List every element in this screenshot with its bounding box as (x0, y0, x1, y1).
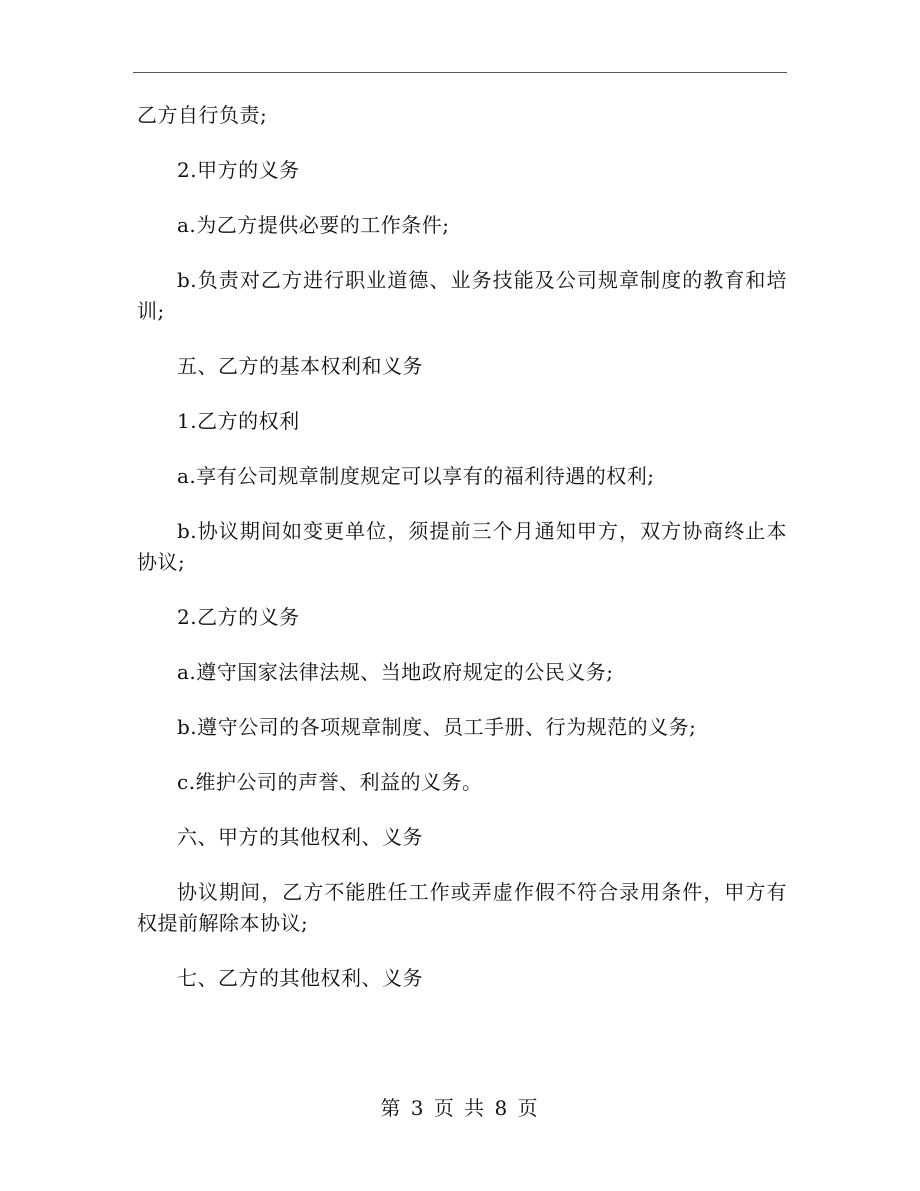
page-number-footer: 第 3 页 共 8 页 (380, 1096, 540, 1120)
paragraph-2: 2.甲方的义务 (177, 158, 300, 182)
subheading-party-b-obligations: 2.乙方的义务 (177, 605, 300, 629)
paragraph-8: b.协议期间如变更单位，须提前三个月通知甲方，双方协商终止本协议; (137, 519, 787, 574)
paragraph-3: a.为乙方提供必要的工作条件; (177, 213, 450, 237)
paragraph-12: c.维护公司的声誉、利益的义务。 (177, 770, 483, 794)
paragraph-1: 乙方自行负责; (137, 103, 268, 127)
header-rule (133, 72, 787, 73)
section-heading-5: 五、乙方的基本权利和义务 (177, 354, 423, 378)
paragraph-7: a.享有公司规章制度规定可以享有的福利待遇的权利; (177, 464, 655, 488)
paragraph-11: b.遵守公司的各项规章制度、员工手册、行为规范的义务; (177, 715, 697, 739)
paragraph-14: 协议期间，乙方不能胜任工作或弄虚作假不符合录用条件，甲方有权提前解除本协议; (137, 880, 787, 935)
paragraph-10: a.遵守国家法律法规、当地政府规定的公民义务; (177, 660, 614, 684)
subheading-party-b-rights: 1.乙方的权利 (177, 409, 300, 433)
section-heading-6: 六、甲方的其他权利、义务 (177, 825, 423, 849)
paragraph-4: b.负责对乙方进行职业道德、业务技能及公司规章制度的教育和培训; (137, 268, 787, 323)
document-body (137, 100, 787, 1018)
section-heading-7: 七、乙方的其他权利、义务 (177, 966, 423, 990)
